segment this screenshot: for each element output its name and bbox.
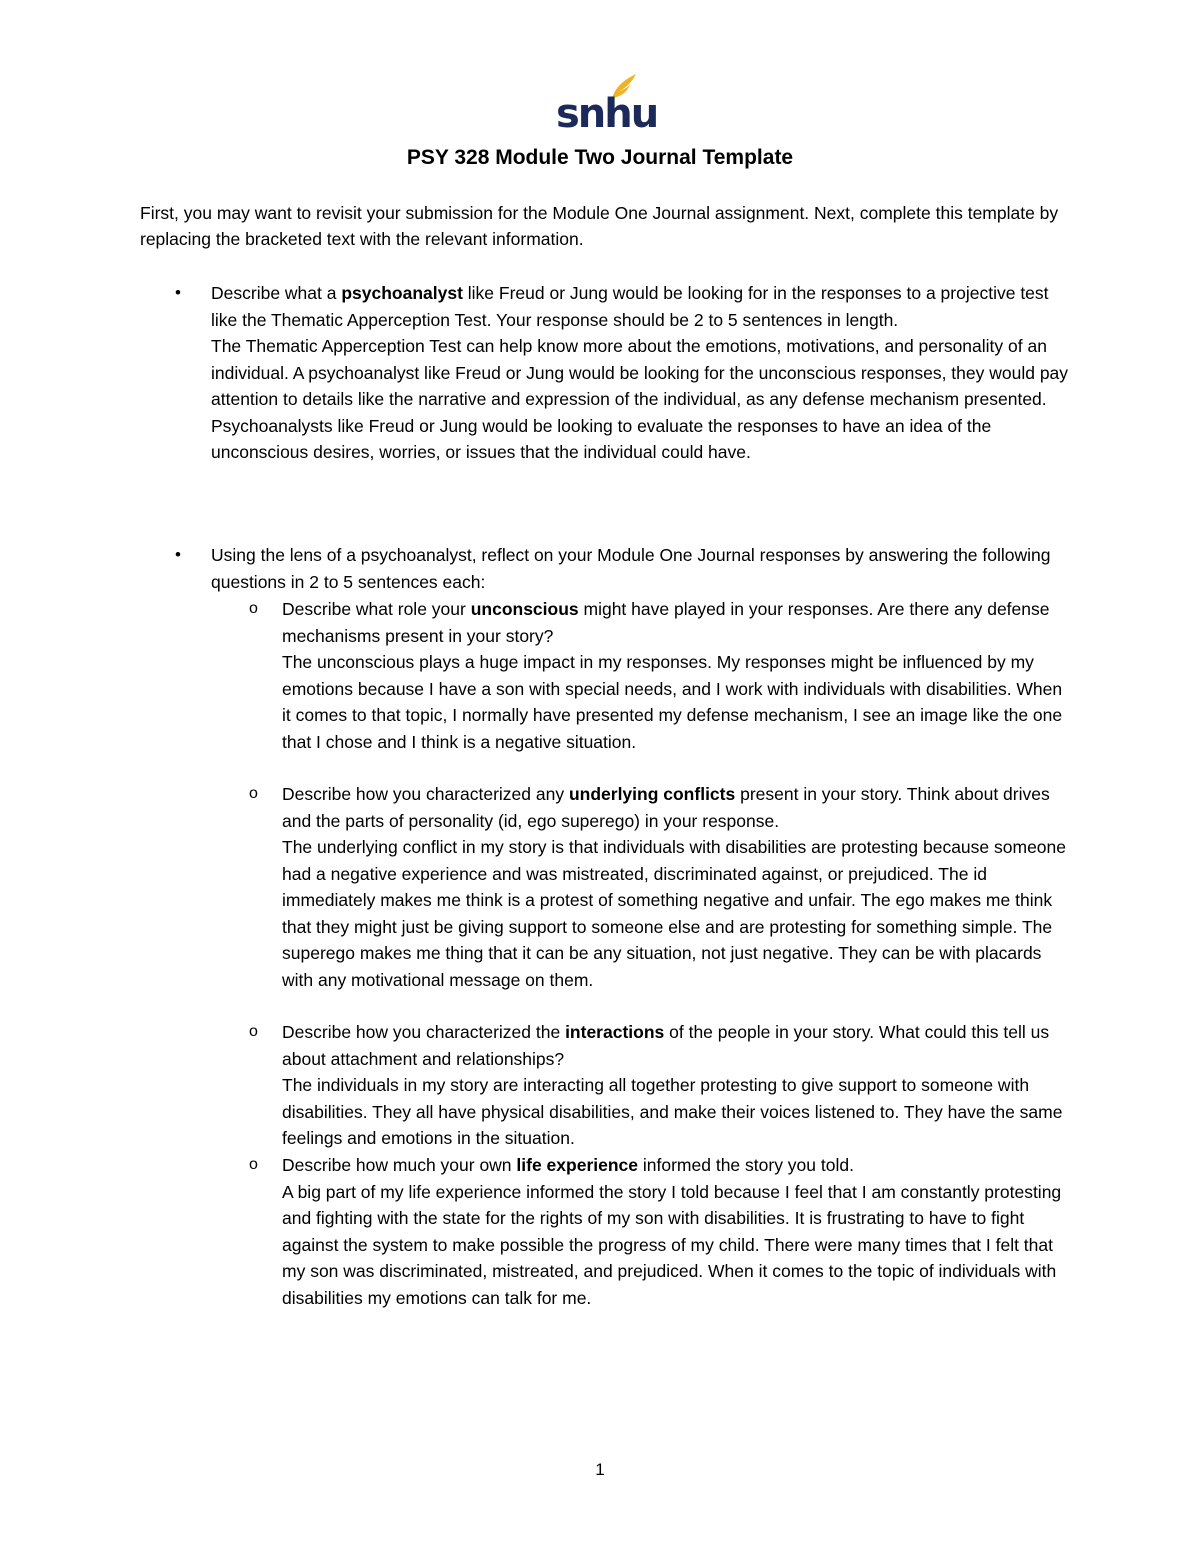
sub-bullet-icon: o (249, 785, 258, 802)
page-number: 1 (595, 1460, 605, 1479)
sub-bullet-icon: o (249, 1023, 258, 1040)
answer-text: A big part of my life experience informed the story I told because I feel that I am constantly protesting and fighting with the state for the rights of my son with disabilities. It is frustrating to have to fight against the system to make possible the progress of my child. There were many times that I felt that my son was discriminated, mistreated, and prejudiced. When it comes to the topic of individuals with disabilities my emotions can talk for me. (282, 1181, 1062, 1308)
sub-bullet-icon: o (249, 600, 258, 617)
prompt-text: Using the lens of a psychoanalyst, reflect on your Module One Journal responses by answering the following questions in 2 to 5 sentences each: (211, 545, 1051, 592)
prompt-text: Describe how you characterized any underlying conflicts present in your story. Think about drives and the parts of personality (id, ego superego) in your response. (282, 784, 1050, 831)
prompt-text: Describe what a psychoanalyst like Freud or Jung would be looking for in the responses to a projective test like the Thematic Apperception Test. Your response should be 2 to 5 sentences in length. (211, 283, 1049, 330)
answer-text: The individuals in my story are interacting all together protesting to give support to someone with disabilities. They all have physical disabilities, and make their voices listened to. They have the same feelings and emotions in the situation. (282, 1075, 1063, 1148)
answer-text: The unconscious plays a huge impact in my responses. My responses might be influenced by my emotions because I have a son with special needs, and I work with individuals with disabilities. When it comes to that topic, I normally have presented my defense mechanism, I see an image like the one that I chose and I think is a negative situation. (282, 652, 1063, 752)
prompt-text: Describe how you characterized the interactions of the people in your story. What could this tell us about attachment and relationships? (282, 1022, 1050, 1069)
bullet-item-psychoanalyst (175, 280, 1071, 466)
sub-item-conflicts (249, 781, 1072, 993)
snhu-logo (556, 72, 658, 137)
answer-text: The underlying conflict in my story is that individuals with disabilities are protesting because someone had a negative experience and was mistreated, discriminated against, or prejudiced. The id immediately makes me think is a protest of something negative and unfair. The ego makes me think that they might just be giving support to someone else and are protesting for something simple. The superego makes me thing that it can be any situation, not just negative. They can be with placards with any motivational message on them. (282, 837, 1067, 990)
prompt-text: Describe how much your own life experience informed the story you told. (282, 1155, 854, 1175)
sub-item-unconscious (249, 596, 1072, 755)
answer-text: The Thematic Apperception Test can help know more about the emotions, motivations, and personality of an individual. A psychoanalyst like Freud or Jung would be looking for the unconscious responses, they would pay attention to details like the narrative and expression of the individual, as any defense mechanism presented. Psychoanalysts like Freud or Jung would be looking to evaluate the responses to have an idea of the unconscious desires, worries, or issues that the individual could have. (211, 336, 1069, 462)
sub-bullet-icon: o (249, 1156, 258, 1173)
bullet-item-reflect (175, 542, 1071, 595)
logo-wordmark: snhu (556, 91, 658, 137)
bullet-icon: • (175, 545, 181, 564)
page-title: PSY 328 Module Two Journal Template (406, 146, 794, 169)
sub-item-interactions (249, 1019, 1072, 1152)
intro-paragraph: First, you may want to revisit your submission for the Module One Journal assignment. Next, complete this template by replacing the bracketed text with the relevant information. (140, 203, 1059, 249)
prompt-text: Describe what role your unconscious might have played in your responses. Are there any defense mechanisms present in your story? (282, 599, 1050, 646)
sub-item-life-experience (249, 1152, 1072, 1311)
bullet-icon: • (175, 283, 181, 302)
